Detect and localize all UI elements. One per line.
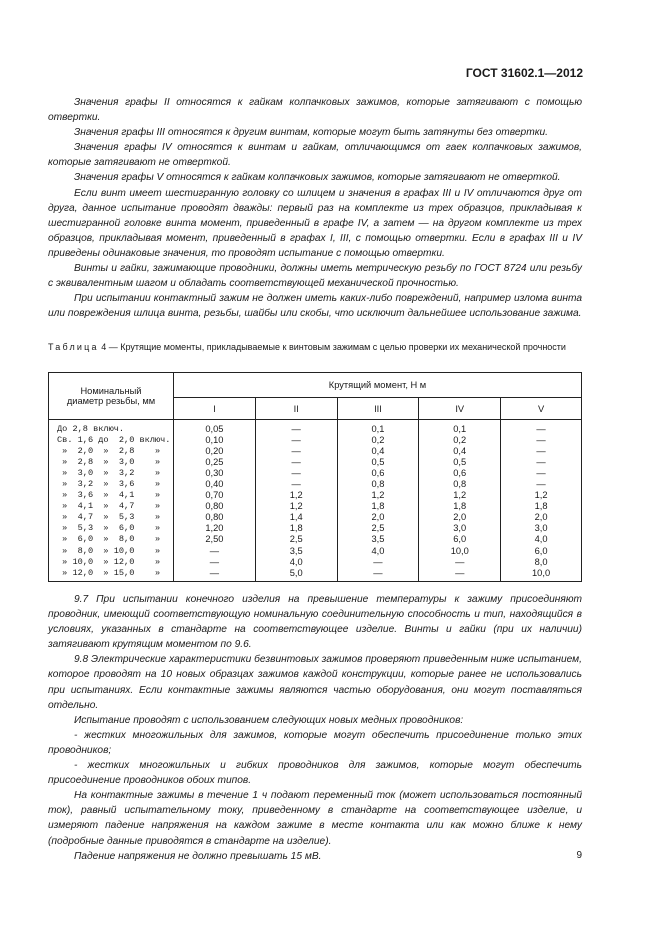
torque-cell: 0,1 xyxy=(419,420,501,436)
torque-cell: 1,2 xyxy=(337,490,419,501)
torque-cell: — xyxy=(501,420,582,436)
torque-cell: 0,5 xyxy=(419,457,501,468)
torque-cell: 1,8 xyxy=(419,501,501,512)
diameter-cell: » 3,2 » 3,6 » xyxy=(49,479,174,490)
torque-cell: 0,40 xyxy=(173,479,255,490)
paragraph: При испытании контактный зажим не должен иметь каких-либо повреждений, например излома винта или повреждения шлица винта, резьбы, шайбы или скобы, что исключит дальнейшее использование зажима. xyxy=(48,293,582,320)
torque-cell: 5,0 xyxy=(255,568,337,582)
body-text-bottom xyxy=(48,592,582,864)
paragraph: Значения графы IV относятся к винтам и гайкам, отличающимся от гаек колпачковых зажимов, которые затягивают не отверткой. xyxy=(48,142,582,169)
torque-cell: 1,8 xyxy=(337,501,419,512)
table-row xyxy=(49,420,582,436)
paragraph: - жестких многожильных для зажимов, которые могут обеспечить присоединение только этих проводников; xyxy=(48,729,582,756)
torque-cell: 4,0 xyxy=(501,534,582,545)
torque-cell: 0,6 xyxy=(419,468,501,479)
torque-cell: — xyxy=(173,546,255,557)
torque-cell: 3,5 xyxy=(255,546,337,557)
torque-cell: — xyxy=(419,568,501,582)
column-header-iv: IV xyxy=(419,398,501,420)
diameter-cell: » 4,7 » 5,3 » xyxy=(49,512,174,523)
torque-cell: 1,20 xyxy=(173,523,255,534)
torque-cell: — xyxy=(255,420,337,436)
table-caption-text: 4 — Крутящие моменты, прикладываемые к винтовым зажимам с целью проверки их механической прочности xyxy=(101,342,566,352)
diameter-cell: » 5,3 » 6,0 » xyxy=(49,523,174,534)
torque-cell: — xyxy=(255,457,337,468)
column-header-ii: II xyxy=(255,398,337,420)
torque-cell: 0,5 xyxy=(337,457,419,468)
torque-cell: 1,2 xyxy=(501,490,582,501)
torque-cell: 0,80 xyxy=(173,512,255,523)
torque-cell: 2,5 xyxy=(255,534,337,545)
table-row xyxy=(49,512,582,523)
torque-cell: 0,8 xyxy=(337,479,419,490)
torque-cell: 1,2 xyxy=(255,490,337,501)
torque-cell: 4,0 xyxy=(337,546,419,557)
table-body xyxy=(49,420,582,582)
diameter-cell: » 3,6 » 4,1 » xyxy=(49,490,174,501)
paragraph: Если винт имеет шестигранную головку со шлицем и значения в графах III и IV отличаются друг от друга, данное испытание проводят дважды: первый раз на комплекте из трех образцов, прикладывая к шестигранной головке винта момент, приведенный в графе IV, а затем — на другом комплекте из трех образцов, прикладывая момент, приведенный в графах I, III, с помощью отвертки. Если в графах III и IV приведены одинаковые значения, то проводят испытание с помощью отвертки. xyxy=(48,187,582,259)
table-row xyxy=(49,501,582,512)
torque-cell: — xyxy=(337,557,419,568)
torque-cell: — xyxy=(419,557,501,568)
table-row xyxy=(49,479,582,490)
torque-cell: 2,0 xyxy=(419,512,501,523)
torque-cell: — xyxy=(501,435,582,446)
diameter-cell: » 12,0 » 15,0 » xyxy=(49,568,174,582)
torque-cell: 8,0 xyxy=(501,557,582,568)
table-row xyxy=(49,457,582,468)
diameter-cell: » 4,1 » 4,7 » xyxy=(49,501,174,512)
torque-cell: 3,5 xyxy=(337,534,419,545)
torque-cell: 2,0 xyxy=(337,512,419,523)
column-header-iii: III xyxy=(337,398,419,420)
torque-cell: 0,20 xyxy=(173,446,255,457)
torque-cell: 0,4 xyxy=(337,446,419,457)
diameter-cell: » 6,0 » 8,0 » xyxy=(49,534,174,545)
torque-cell: — xyxy=(501,457,582,468)
torque-cell: 1,2 xyxy=(419,490,501,501)
diameter-cell: » 2,8 » 3,0 » xyxy=(49,457,174,468)
torque-cell: 0,25 xyxy=(173,457,255,468)
table-row xyxy=(49,568,582,582)
torque-cell: — xyxy=(501,479,582,490)
torque-cell: 10,0 xyxy=(501,568,582,582)
diameter-cell: » 3,0 » 3,2 » xyxy=(49,468,174,479)
diameter-cell: » 8,0 » 10,0 » xyxy=(49,546,174,557)
torque-cell: 0,2 xyxy=(419,435,501,446)
paragraph: 9.8 Электрические характеристики безвинтовых зажимов проверяют приведенным ниже испытанием, которое проводят на 10 новых образцах зажимов каждой конструкции, которые ранее не использовались при испытаниях. Если контактные зажимы являются частью оборудования, они могут поставляться отдельно. xyxy=(48,654,582,711)
torque-cell: 0,10 xyxy=(173,435,255,446)
torque-cell: 0,80 xyxy=(173,501,255,512)
table-row xyxy=(49,446,582,457)
paragraph: Винты и гайки, зажимающие проводники, должны иметь метрическую резьбу по ГОСТ 8724 или резьбу с эквивалентным шагом и обладать соответствующей механической прочностью. xyxy=(48,263,582,290)
torque-cell: — xyxy=(337,568,419,582)
diameter-cell: » 10,0 » 12,0 » xyxy=(49,557,174,568)
paragraph: Значения графы II относятся к гайкам колпачковых зажимов, которые затягивают с помощью отвертки. xyxy=(48,97,582,124)
torque-table xyxy=(48,372,582,582)
paragraph: Испытание проводят с использованием следующих новых медных проводников: xyxy=(74,714,464,726)
page-number: 9 xyxy=(576,850,582,861)
table-row xyxy=(49,435,582,446)
torque-cell: 0,8 xyxy=(419,479,501,490)
torque-cell: — xyxy=(255,479,337,490)
column-header-v: V xyxy=(501,398,582,420)
table-row xyxy=(49,490,582,501)
torque-cell: 1,8 xyxy=(501,501,582,512)
torque-cell: 4,0 xyxy=(255,557,337,568)
body-text-top xyxy=(48,95,582,321)
column-header-i: I xyxy=(173,398,255,420)
paragraph: Значения графы III относятся к другим винтам, которые могут быть затянуты без отвертки. xyxy=(74,127,548,139)
table-row xyxy=(49,523,582,534)
column-header-torque: Крутящий момент, Н м xyxy=(173,373,581,398)
table-row xyxy=(49,534,582,545)
torque-cell: 0,4 xyxy=(419,446,501,457)
torque-cell: 0,1 xyxy=(337,420,419,436)
torque-cell: 6,0 xyxy=(419,534,501,545)
torque-cell: 0,30 xyxy=(173,468,255,479)
torque-cell: 10,0 xyxy=(419,546,501,557)
torque-cell: 1,4 xyxy=(255,512,337,523)
paragraph: - жестких многожильных и гибких проводников для зажимов, которые могут обеспечить присоединение проводников обоих типов. xyxy=(48,760,582,787)
table-row xyxy=(49,546,582,557)
torque-cell: 6,0 xyxy=(501,546,582,557)
torque-cell: 2,0 xyxy=(501,512,582,523)
torque-cell: — xyxy=(173,557,255,568)
table-row xyxy=(49,557,582,568)
torque-cell: — xyxy=(255,435,337,446)
torque-cell: 0,6 xyxy=(337,468,419,479)
paragraph: Значения графы V относятся к гайкам колпачковых зажимов, которые затягивают не отверткой. xyxy=(74,172,561,184)
torque-cell: — xyxy=(255,446,337,457)
torque-cell: 1,8 xyxy=(255,523,337,534)
diameter-cell: До 2,8 включ. xyxy=(49,420,174,436)
torque-cell: 2,50 xyxy=(173,534,255,545)
torque-cell: 1,2 xyxy=(255,501,337,512)
paragraph: На контактные зажимы в течение 1 ч подают переменный ток (может использоваться постоянный ток), равный испытательному току, приведенному в стандарте на соответствующее изделие, и измеряют падение напряжения на каждом зажиме в месте контакта или как можно ближе к нему (подробные данные приводятся в стандарте на изделие). xyxy=(48,790,582,847)
table-caption-label: Таблица xyxy=(48,342,99,352)
torque-cell: 0,05 xyxy=(173,420,255,436)
diameter-cell: Св. 1,6 до 2,0 включ. xyxy=(49,435,174,446)
torque-cell: 0,70 xyxy=(173,490,255,501)
torque-cell: 3,0 xyxy=(501,523,582,534)
torque-cell: 0,2 xyxy=(337,435,419,446)
table-row xyxy=(49,468,582,479)
torque-cell: — xyxy=(501,446,582,457)
torque-cell: 2,5 xyxy=(337,523,419,534)
table-caption xyxy=(48,341,582,353)
diameter-cell: » 2,0 » 2,8 » xyxy=(49,446,174,457)
paragraph: Падение напряжения не должно превышать 15 мВ. xyxy=(74,850,322,862)
column-header-diameter: Номинальный диаметр резьбы, мм xyxy=(49,373,174,420)
torque-cell: 3,0 xyxy=(419,523,501,534)
torque-cell: — xyxy=(173,568,255,582)
paragraph: 9.7 При испытании конечного изделия на превышение температуры к зажиму присоединяют проводник, имеющий соответствующую номинальную соединительную способность и тип, находящийся в условиях, указанных в стандарте на соответствующее изделие. Винты и гайки (при их наличии) затягивают крутящим моментом по 9.6. xyxy=(48,594,582,651)
torque-cell: — xyxy=(255,468,337,479)
document-header: ГОСТ 31602.1—2012 xyxy=(465,66,583,80)
torque-cell: — xyxy=(501,468,582,479)
